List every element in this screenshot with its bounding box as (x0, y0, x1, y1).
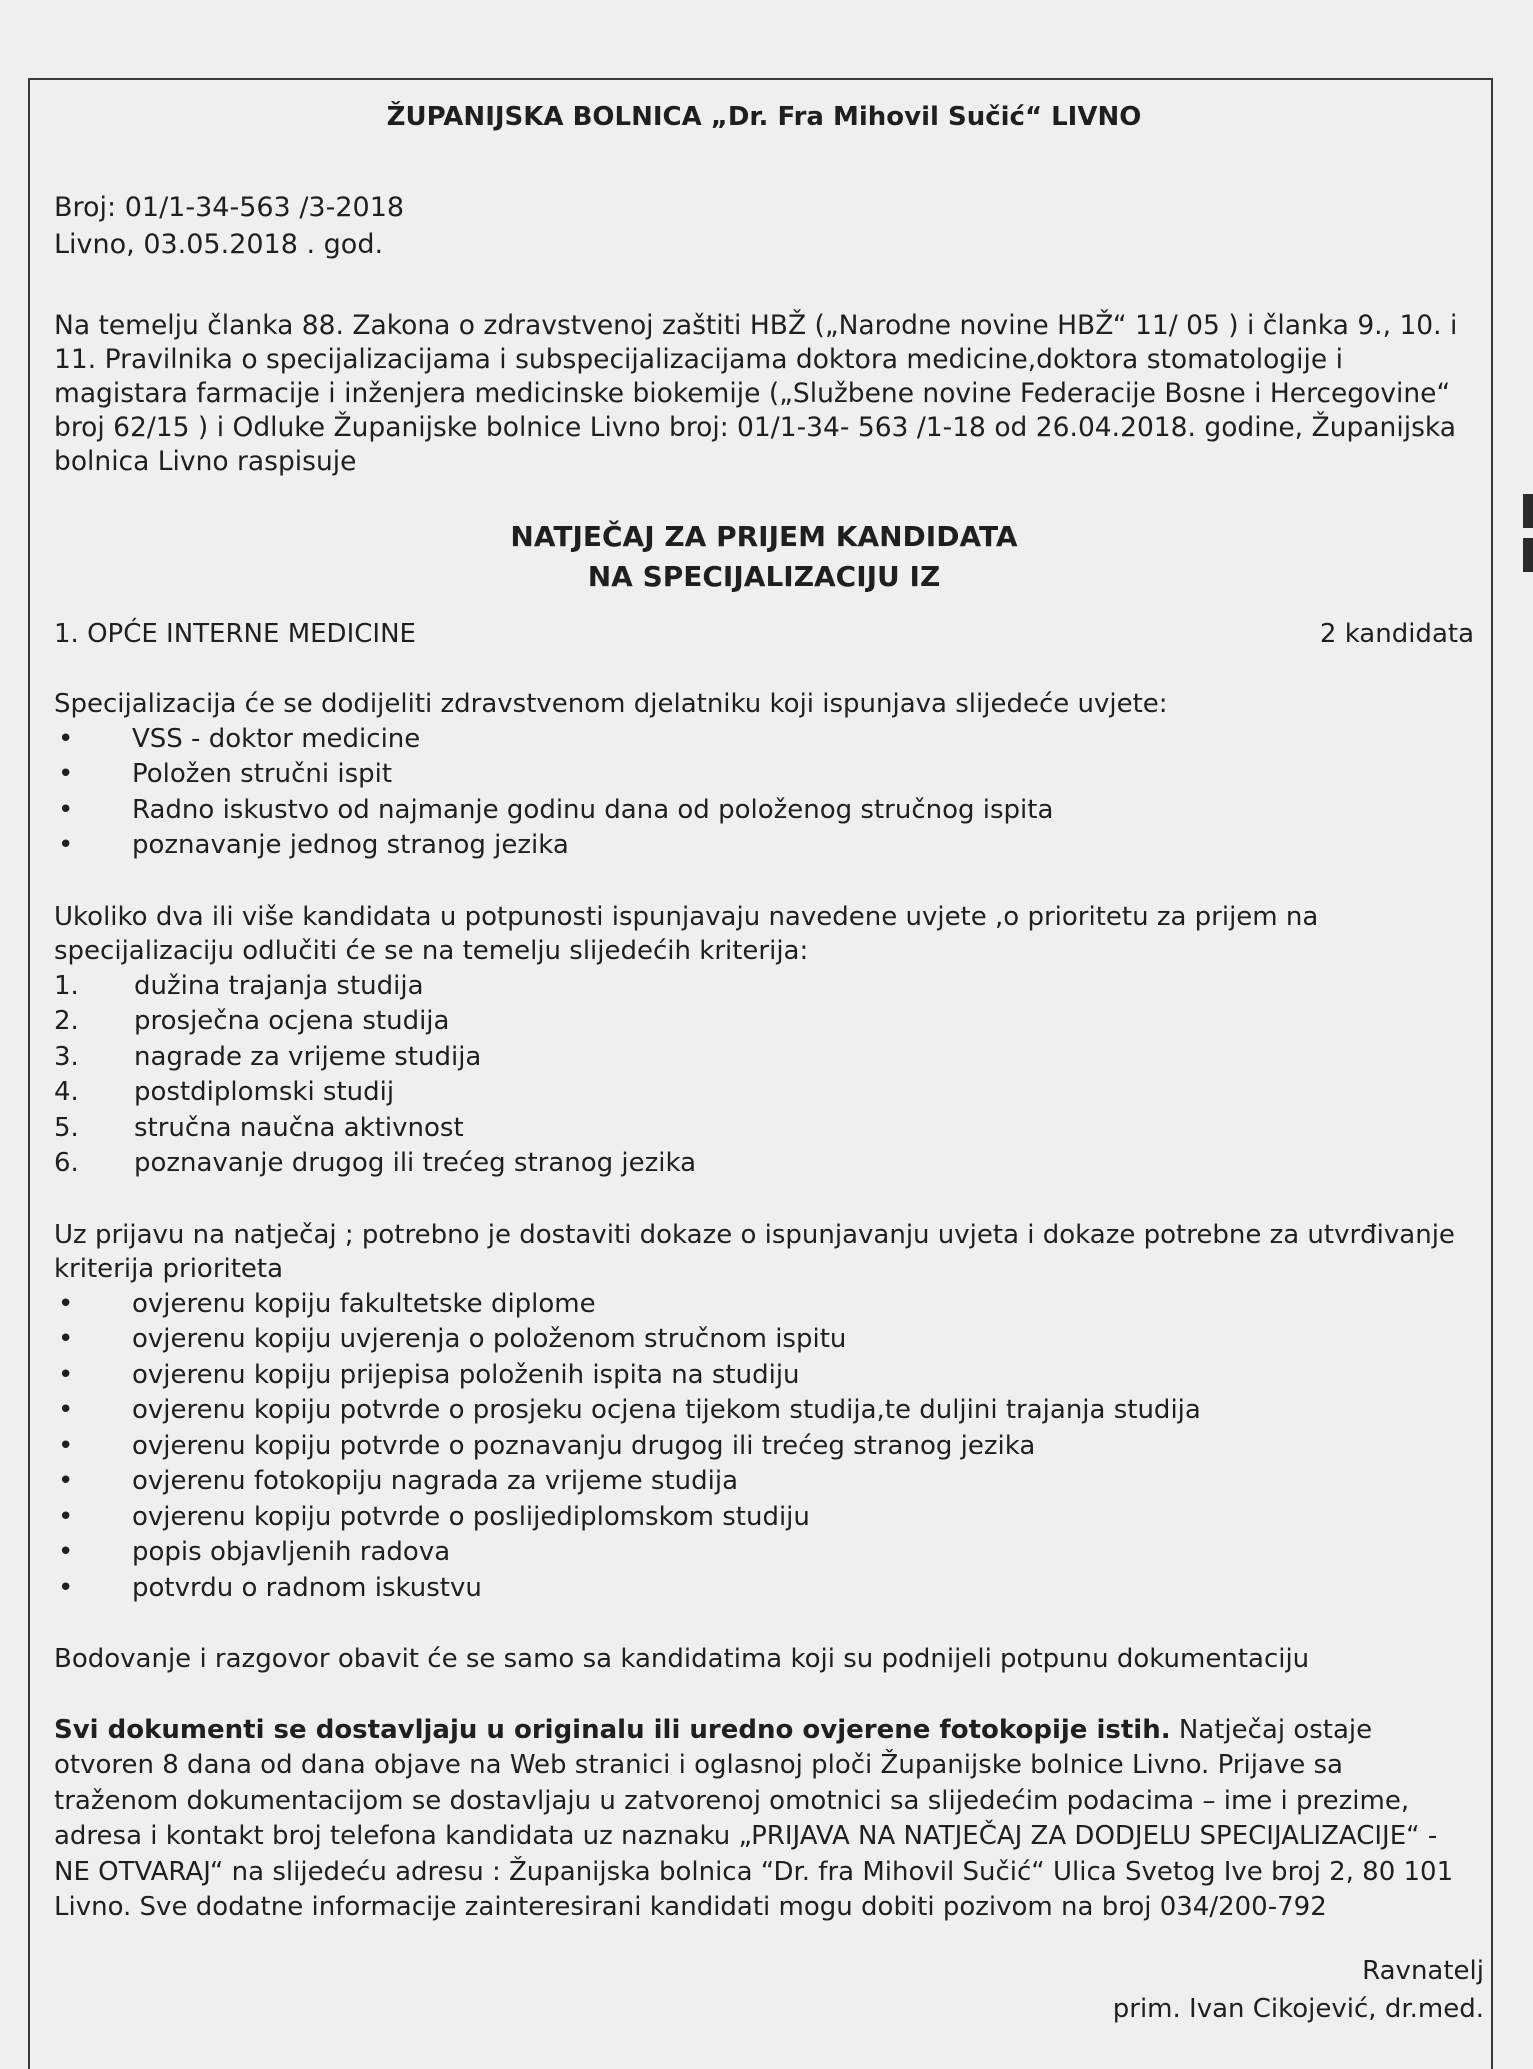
final-paragraph (54, 1713, 1474, 1926)
competition-title (54, 517, 1474, 597)
list-item (54, 1287, 1474, 1323)
bullet: • (58, 1359, 74, 1390)
criterion-text: stručna naučna aktivnost (134, 1112, 464, 1143)
final-rest-text: Natječaj ostaje otvoren 8 dana od dana objave na Web stranici i oglasnoj ploči Županijske bolnice Livno. Prijave sa traženom dokumentacijom se dostavljaju u zatvorenoj omotnici sa slijedećim podacima – ime i prezime, adresa i kontakt broj telefona kandidata uz naznaku „PRIJAVA NA NATJEČAJ ZA DODJELU SPECIJALIZACIJE“ - NE OTVARAJ“ na slijedeću adresu : Županijska bolnica “Dr. fra Mihovil Sučić“ Ulica Svetog Ive broj 2, 80 101 Livno. Sve dodatne informacije zainteresirani kandidati mogu dobiti pozivom na broj 034/200-792 (54, 1714, 1454, 1922)
document-text: ovjerenu fotokopiju nagrada za vrijeme studija (132, 1466, 739, 1496)
criterion-number: 1. (54, 970, 79, 1001)
criterion-text: prosječna ocjena studija (134, 1006, 450, 1036)
requirement-text: VSS - doktor medicine (132, 723, 421, 754)
list-item (54, 1040, 1474, 1076)
bullet: • (58, 1537, 74, 1567)
list-item (54, 1111, 1474, 1147)
documents-intro: Uz prijavu na natječaj ; potrebno je dostaviti dokaze o ispunjavanju uvjeta i dokaze potrebne za utvrđivanje kriterija prioriteta (54, 1219, 1455, 1284)
legal-basis-paragraph: Na temelju članka 88. Zakona o zdravstvenoj zaštiti HBŽ („Narodne novine HBŽ“ 11/ 05 ) i članka 9., 10. i 11. Pravilnika o specijalizacijama i subspecijalizacijama doktora medicine,doktora stomatologije i magistara farmacije i inženjera medicinske biokemije („Službene novine Federacije Bosne i Hercegovine“ broj 62/15 ) i Odluke Županijske bolnice Livno broj: 01/1-34- 563 /1-18 od 26.04.2018. godine, Županijska bolnica Livno raspisuje (54, 309, 1458, 477)
criteria-intro: Ukoliko dva ili više kandidata u potpunosti ispunjavaju navedene uvjete ,o prioritetu za prijem na specijalizaciju odlučiti će se na temelju slijedećih kriterija: (54, 901, 1319, 966)
list-item (54, 757, 1474, 793)
list-item (54, 793, 1474, 829)
signature-block (54, 1952, 1484, 2028)
specialization-name: 1. OPĆE INTERNE MEDICINE (54, 618, 416, 649)
requirement-text: Radno iskustvo od najmanje godinu dana od položenog stručnog ispita (132, 794, 1054, 825)
list-item (54, 828, 1474, 864)
list-item (54, 1571, 1474, 1607)
document-text: popis objavljenih radova (132, 1537, 451, 1567)
criterion-text: poznavanje drugog ili trećeg stranog jezika (134, 1148, 697, 1178)
list-item (54, 1358, 1474, 1394)
bullet: • (58, 759, 74, 789)
document-text: ovjerenu kopiju potvrde o poznavanju drugog ili trećeg stranog jezika (132, 1430, 1036, 1461)
list-item (54, 969, 1474, 1005)
document-body (54, 100, 1484, 2028)
list-item (54, 1075, 1474, 1111)
institution-heading: ŽUPANIJSKA BOLNICA „Dr. Fra Mihovil Sučić“ LIVNO (386, 102, 1142, 132)
requirements-intro: Specijalizacija će se dodijeliti zdravstvenom djelatniku koji ispunjava slijedeće uvjete: (54, 689, 1168, 719)
bullet: • (58, 1466, 74, 1496)
bullet: • (58, 794, 74, 825)
final-bold-text: Svi dokumenti se dostavljaju u originalu ili uredno ovjerene fotokopije istih. (54, 1714, 1171, 1745)
list-item (54, 1146, 1474, 1182)
requirement-text: Položen stručni ispit (132, 759, 393, 789)
list-item (54, 1322, 1474, 1358)
list-item (54, 1500, 1474, 1536)
edge-mark (1523, 494, 1533, 528)
candidate-count: 2 kandidata (1319, 618, 1474, 649)
bullet: • (58, 1288, 74, 1319)
requirement-text: poznavanje jednog stranog jezika (132, 830, 569, 860)
list-item (54, 1535, 1474, 1571)
signatory-role: Ravnatelj (1362, 1955, 1484, 1986)
document-text: potvrdu o radnom iskustvu (132, 1572, 482, 1603)
specialization-row (54, 617, 1474, 652)
bullet: • (58, 1501, 74, 1532)
criteria-list (54, 969, 1474, 1182)
list-item (54, 1464, 1474, 1500)
list-item (54, 1004, 1474, 1040)
scoring-note: Bodovanje i razgovor obavit će se samo sa kandidatima koji su podnijeli potpunu dokumentaciju (54, 1644, 1310, 1674)
document-text: ovjerenu kopiju fakultetske diplome (132, 1288, 596, 1319)
bullet: • (58, 1324, 74, 1354)
bullet: • (58, 1430, 74, 1461)
criterion-number: 2. (54, 1006, 79, 1036)
criterion-text: dužina trajanja studija (134, 970, 424, 1001)
requirements-list (54, 722, 1474, 864)
criterion-number: 4. (54, 1077, 79, 1107)
title-line-1: NATJEČAJ ZA PRIJEM KANDIDATA (510, 519, 1018, 553)
list-item (54, 1429, 1474, 1465)
criterion-text: postdiplomski studij (134, 1077, 395, 1107)
document-text: ovjerenu kopiju prijepisa položenih ispita na studiju (132, 1359, 800, 1390)
list-item (54, 722, 1474, 758)
bullet: • (58, 1395, 74, 1425)
document-text: ovjerenu kopiju uvjerenja o položenom stručnom ispitu (132, 1324, 847, 1354)
signatory-name: prim. Ivan Cikojević, dr.med. (1112, 1993, 1484, 2024)
edge-marks (1523, 494, 1533, 582)
criterion-text: nagrade za vrijeme studija (134, 1041, 482, 1072)
document-meta (54, 189, 1474, 263)
list-item (54, 1393, 1474, 1429)
title-line-2: NA SPECIJALIZACIJU IZ (587, 559, 941, 593)
document-text: ovjerenu kopiju potvrde o poslijediplomskom studiju (132, 1501, 810, 1532)
bullet: • (58, 1572, 74, 1603)
bullet: • (58, 830, 74, 860)
criterion-number: 3. (54, 1041, 79, 1072)
edge-mark (1523, 538, 1533, 572)
criterion-number: 5. (54, 1112, 79, 1143)
documents-list (54, 1287, 1474, 1607)
document-date: Livno, 03.05.2018 . god. (54, 228, 384, 260)
criterion-number: 6. (54, 1148, 79, 1178)
document-text: ovjerenu kopiju potvrde o prosjeku ocjena tijekom studija,te duljini trajanja studija (132, 1395, 1201, 1425)
document-number: Broj: 01/1-34-563 /3-2018 (54, 191, 405, 223)
bullet: • (58, 723, 74, 754)
